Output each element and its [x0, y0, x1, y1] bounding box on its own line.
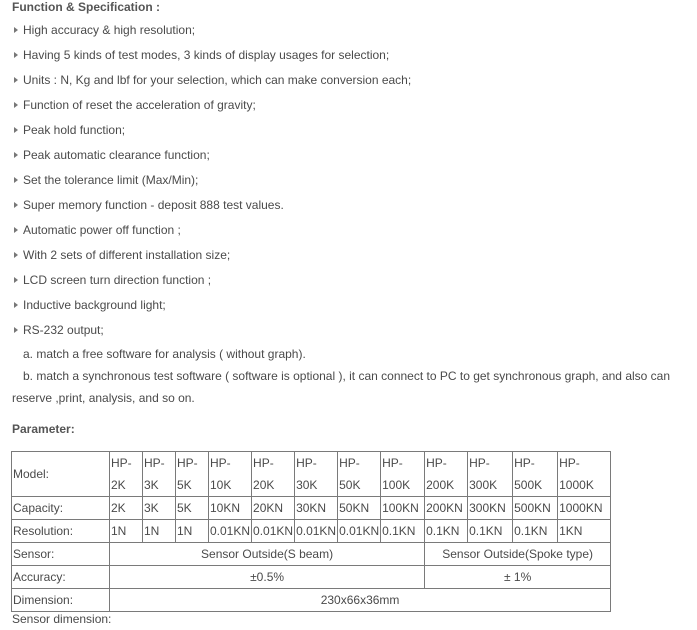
list-item: Set the tolerance limit (Max/Min); [12, 168, 411, 193]
capacity-cell: 1000KN [558, 497, 611, 520]
capacity-cell: 2K [110, 497, 143, 520]
capacity-cell: 3K [143, 497, 176, 520]
model-cell: HP- 30K [295, 452, 338, 497]
resolution-cell: 1N [143, 520, 176, 543]
parameter-title: Parameter: [12, 422, 75, 436]
resolution-cell: 0.01KN [252, 520, 295, 543]
model-cell: HP- 5K [176, 452, 209, 497]
list-item: Function of reset the acceleration of gravity; [12, 93, 411, 118]
accuracy-label: Accuracy: [12, 566, 110, 589]
feature-list [12, 18, 411, 343]
model-cell: HP- 3K [143, 452, 176, 497]
capacity-cell: 30KN [295, 497, 338, 520]
list-item: RS-232 output; [12, 318, 411, 343]
model-cell: HP- 300K [468, 452, 513, 497]
table-row-dimension [12, 589, 611, 612]
capacity-cell: 100KN [381, 497, 425, 520]
sensor-label: Sensor: [12, 543, 110, 566]
note-b-continued: reserve ,print, analysis, and so on. [12, 391, 195, 405]
table-row-sensor [12, 543, 611, 566]
model-cell: HP- 2K [110, 452, 143, 497]
table-row-accuracy [12, 566, 611, 589]
capacity-cell: 300KN [468, 497, 513, 520]
list-item: Having 5 kinds of test modes, 3 kinds of display usages for selection; [12, 43, 411, 68]
table-row-model [12, 452, 611, 497]
resolution-cell: 0.01KN [209, 520, 252, 543]
resolution-cell: 1N [110, 520, 143, 543]
capacity-label: Capacity: [12, 497, 110, 520]
resolution-cell: 0.1KN [381, 520, 425, 543]
sensor-dimension-label: Sensor dimension: [12, 612, 112, 626]
sensor-spoke-type: Sensor Outside(Spoke type) [425, 543, 611, 566]
note-a: a. match a free software for analysis ( without graph). [23, 347, 306, 361]
resolution-cell: 1KN [558, 520, 611, 543]
note-b: b. match a synchronous test software ( software is optional ), it can connect to PC to get synchronous graph, and also can [23, 369, 671, 383]
list-item: With 2 sets of different installation size; [12, 243, 411, 268]
capacity-cell: 5K [176, 497, 209, 520]
model-cell: HP- 500K [513, 452, 558, 497]
capacity-cell: 20KN [252, 497, 295, 520]
list-item: LCD screen turn direction function ; [12, 268, 411, 293]
parameter-table [11, 451, 611, 612]
list-item: Automatic power off function ; [12, 218, 411, 243]
resolution-cell: 1N [176, 520, 209, 543]
section-title: Function & Specification : [12, 0, 161, 14]
list-item: High accuracy & high resolution; [12, 18, 411, 43]
model-cell: HP- 20K [252, 452, 295, 497]
rs232-notes [12, 343, 671, 409]
table-row-resolution [12, 520, 611, 543]
resolution-cell: 0.1KN [513, 520, 558, 543]
table-row-capacity [12, 497, 611, 520]
resolution-cell: 0.01KN [338, 520, 381, 543]
resolution-label: Resolution: [12, 520, 110, 543]
resolution-cell: 0.1KN [425, 520, 468, 543]
model-cell: HP- 200K [425, 452, 468, 497]
sensor-s-beam: Sensor Outside(S beam) [110, 543, 425, 566]
dimension-label: Dimension: [12, 589, 110, 612]
capacity-cell: 200KN [425, 497, 468, 520]
list-item: Peak automatic clearance function; [12, 143, 411, 168]
list-item: Super memory function - deposit 888 test values. [12, 193, 411, 218]
resolution-cell: 0.1KN [468, 520, 513, 543]
list-item: Units : N, Kg and lbf for your selection, which can make conversion each; [12, 68, 411, 93]
accuracy-a: ±0.5% [110, 566, 425, 589]
model-cell: HP- 1000K [558, 452, 611, 497]
model-cell: HP- 50K [338, 452, 381, 497]
accuracy-b: ± 1% [425, 566, 611, 589]
capacity-cell: 10KN [209, 497, 252, 520]
model-label: Model: [12, 452, 110, 497]
capacity-cell: 500KN [513, 497, 558, 520]
list-item: Peak hold function; [12, 118, 411, 143]
list-item: Inductive background light; [12, 293, 411, 318]
dimension-value: 230x66x36mm [110, 589, 611, 612]
capacity-cell: 50KN [338, 497, 381, 520]
model-cell: HP- 100K [381, 452, 425, 497]
resolution-cell: 0.01KN [295, 520, 338, 543]
model-cell: HP- 10K [209, 452, 252, 497]
